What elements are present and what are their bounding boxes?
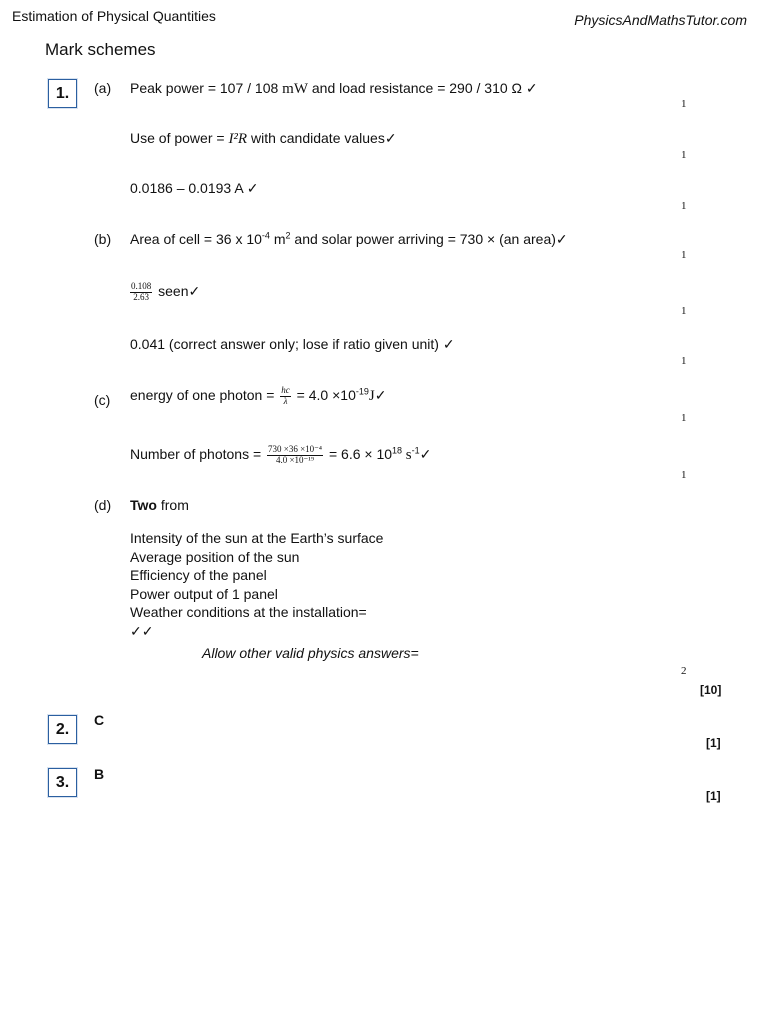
mark: 1 [681,249,687,261]
question-2-answer: C [94,712,105,728]
part-b-line-2: $\frac{0.108}{2.63}$ seen✓ [131,281,201,302]
mark: 1 [681,98,687,110]
question-3-total: [1] [706,789,721,803]
mark: 1 [681,412,687,424]
mark: 1 [681,469,687,481]
mark: 1 [681,149,687,161]
mark: 1 [681,305,687,317]
part-b-label: (b) [94,231,112,247]
document-header-title: Estimation of Physical Quantities [12,8,216,24]
part-b-line-3: 0.041 (correct answer only; lose if ratio given unit) ✓ [130,336,455,352]
mark: 1 [681,355,687,367]
part-d-intro: Two from [130,497,189,513]
part-c-line-2: Number of photons = $\frac{\text{730 ×36 ×10⁻⁴}}{\text{4.0 ×10⁻¹⁹}}$ = $6.6 \times 10^{18}$ $s^{-1}✓$ [130,444,432,465]
question-number-1: 1. [48,79,77,108]
part-a-line-2: Use of power = I²R with candidate values✓ [130,130,397,147]
part-b-line-1: Area of cell = 36 x $10^{-4}$ $m^2$ and solar power arriving = 730 × (an area)✓ [130,230,568,247]
part-c-line-1: energy of one photon = $\frac{hc}{\lambda}$ = $4.0 \times 10^{-19}J✓$ [130,385,387,406]
list-item: ✓✓ [130,622,154,639]
question-1-total: [10] [700,683,722,697]
part-d-answer-list [130,529,383,640]
question-number-3: 3. [48,768,77,797]
part-a-label: (a) [94,80,112,96]
part-a-line-1: Peak power = 107 / 108 mW and load resistance = 290 / 310 Ω ✓ [130,80,538,97]
question-3-answer: B [94,766,105,782]
section-title: Mark schemes [45,40,156,59]
mark: 1 [681,200,687,212]
question-number-2: 2. [48,715,77,744]
site-name: PhysicsAndMathsTutor.com [574,12,747,28]
part-d-note: Allow other valid physics answers= [202,645,419,661]
list-item: Power output of 1 panel [130,585,278,602]
list-item: Weather conditions at the installation= [130,604,367,620]
mark: 2 [681,665,687,677]
list-item: Intensity of the sun at the Earth’s surface [130,530,384,546]
list-item: Efficiency of the panel [130,567,267,583]
part-a-line-3: 0.0186 – 0.0193 A ✓ [130,180,259,196]
list-item: Average position of the sun [130,548,300,565]
part-d-label: (d) [94,497,112,513]
question-2-total: [1] [706,736,721,750]
part-c-label: (c) [94,392,111,408]
